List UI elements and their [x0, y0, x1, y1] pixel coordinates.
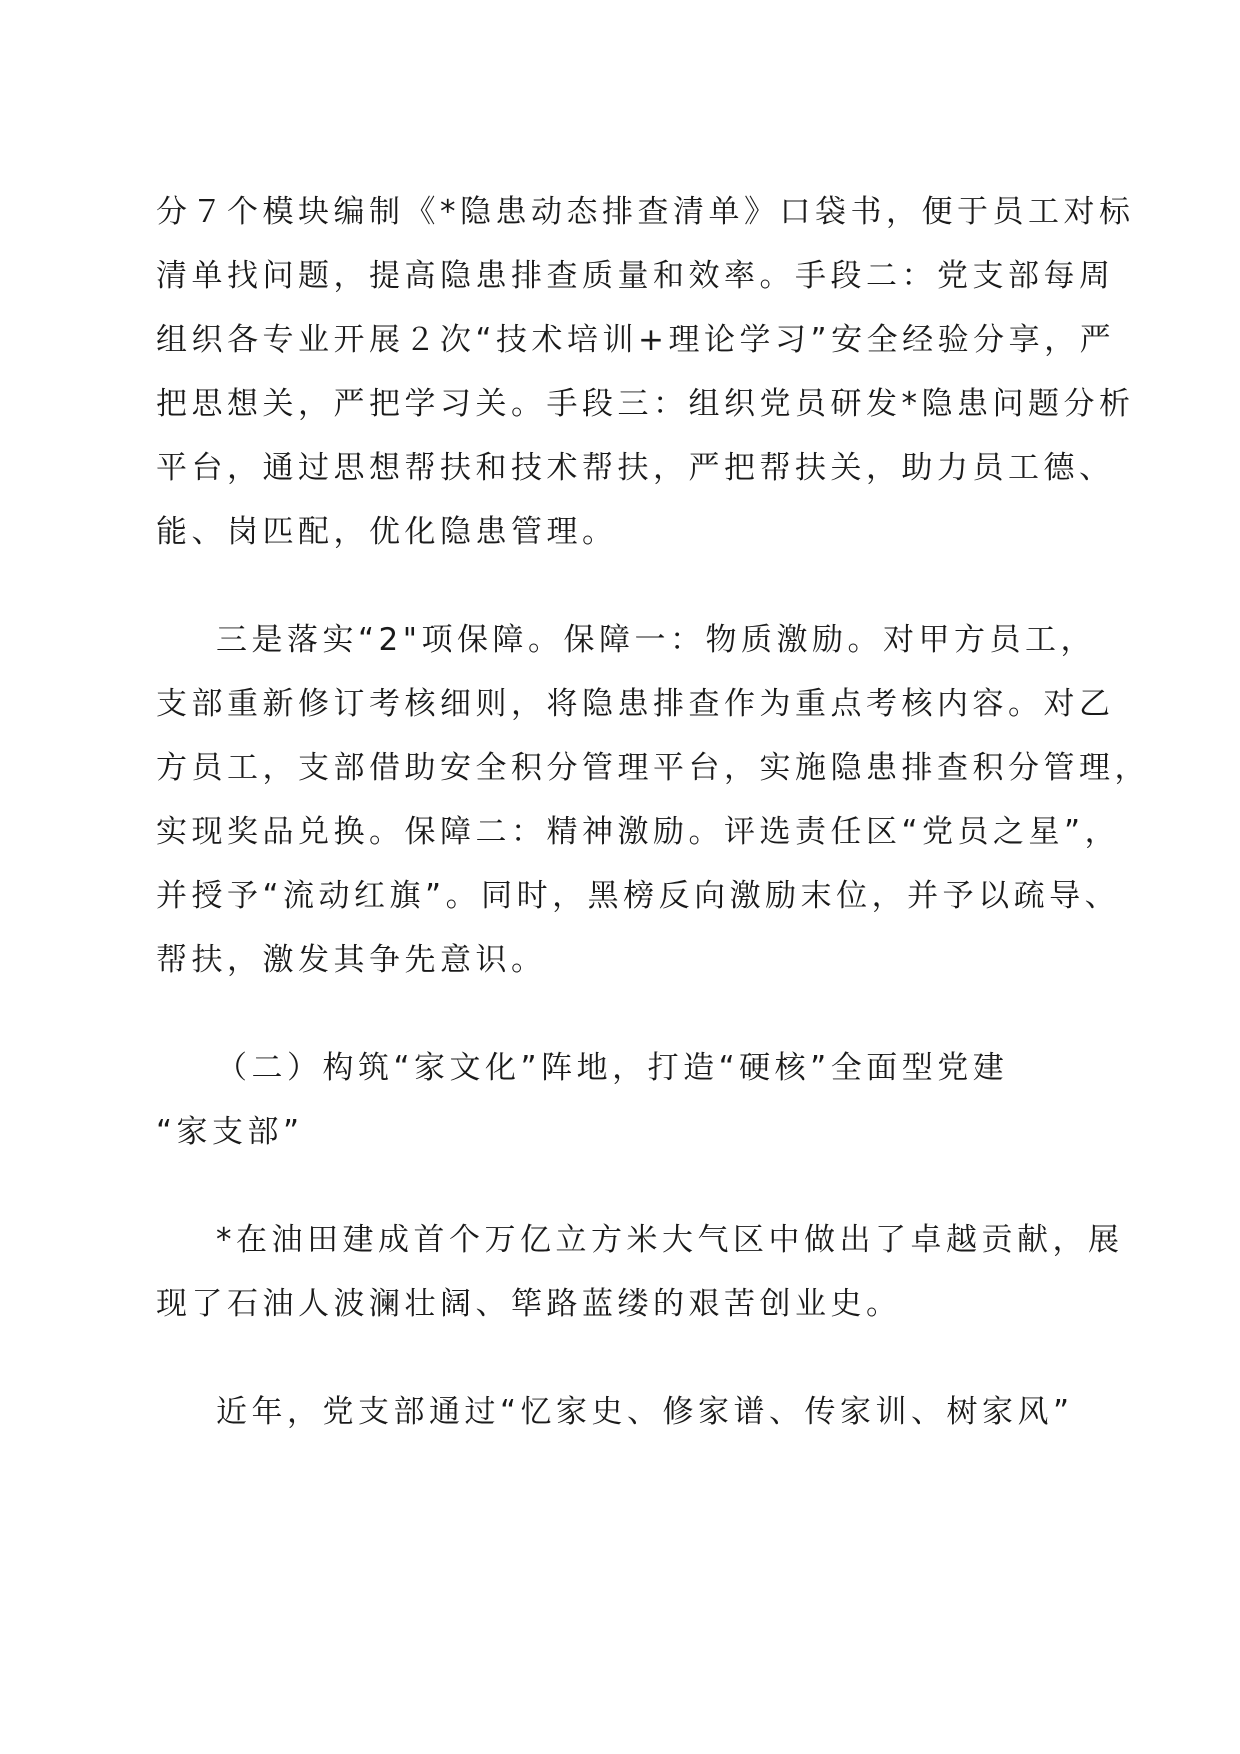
section-heading: “家支部” — [156, 1114, 304, 1150]
paragraph-line: *在油田建成首个万亿立方米大气区中做出了卓越贡献，展 — [216, 1222, 1124, 1258]
paragraph-line: 方员工，支部借助安全积分管理平台，实施隐患排查积分管理， — [156, 750, 1150, 786]
paragraph-line: 支部重新修订考核细则，将隐患排查作为重点考核内容。对乙 — [156, 686, 1115, 722]
paragraph-line: 并授予“流动红旗”。同时，黑榜反向激励末位，并予以疏导、 — [156, 878, 1121, 914]
paragraph-line: 把思想关，严把学习关。手段三：组织党员研发*隐患问题分析 — [156, 386, 1135, 422]
paragraph-line: 帮扶，激发其争先意识。 — [156, 942, 547, 978]
paragraph-line: 近年，党支部通过“忆家史、修家谱、传家训、树家风” — [216, 1394, 1074, 1430]
paragraph-line: 清单找问题，提高隐患排查质量和效率。手段二：党支部每周 — [156, 258, 1115, 294]
paragraph-line: 分７个模块编制《*隐患动态排查清单》口袋书，便于员工对标 — [156, 194, 1135, 230]
paragraph-line: 现了石油人波澜壮阔、筚路蓝缕的艰苦创业史。 — [156, 1286, 902, 1322]
paragraph-line: 能、岗匹配，优化隐患管理。 — [156, 514, 618, 550]
paragraph-line: 平台，通过思想帮扶和技术帮扶，严把帮扶关，助力员工德、 — [156, 450, 1115, 486]
paragraph-line: 三是落实“2"项保障。保障一：物质激励。对甲方员工， — [216, 622, 1097, 658]
paragraph-line: 组织各专业开展２次“技术培训+理论学习”安全经验分享，严 — [156, 322, 1116, 358]
paragraph-line: 实现奖品兑换。保障二：精神激励。评选责任区“党员之星”， — [156, 814, 1121, 850]
section-heading: （二）构筑“家文化”阵地，打造“硬核”全面型党建 — [216, 1050, 1009, 1086]
